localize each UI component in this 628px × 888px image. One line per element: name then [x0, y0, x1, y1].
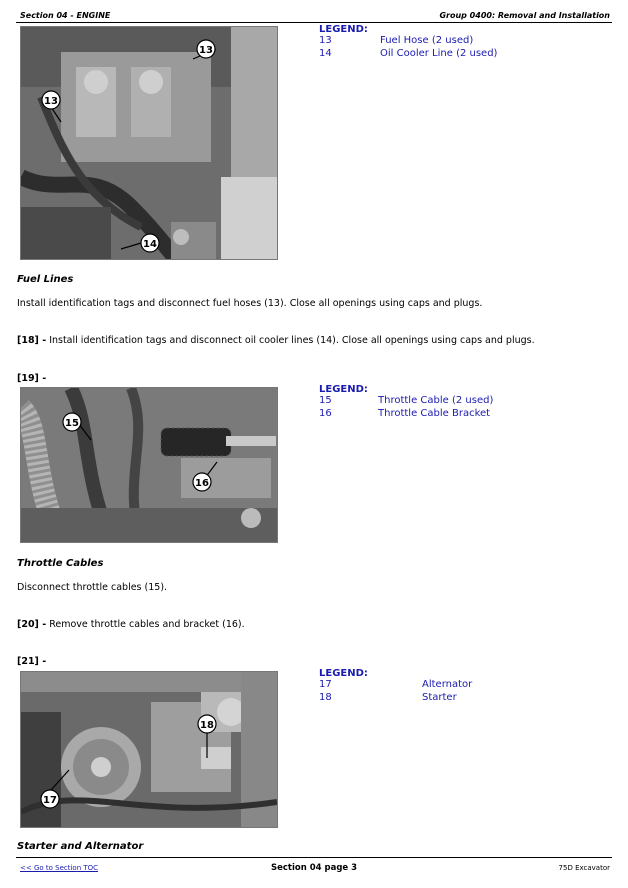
- photo-throttle-cables: [20, 387, 278, 543]
- heading-fuel-lines: Fuel Lines: [17, 274, 74, 285]
- page-footer: [16, 857, 612, 878]
- callout-label: 15: [65, 418, 79, 429]
- legend-number: 16: [319, 407, 332, 419]
- legend-number: 15: [319, 395, 332, 406]
- model-name: 75D Excavator: [558, 864, 610, 872]
- step-text: Install identification tags and disconnect oil cooler lines (14). Close all openings using caps and plugs.: [49, 335, 535, 346]
- legend-number: 17: [319, 679, 332, 690]
- step-21: [21] -: [17, 656, 47, 667]
- legend-number: 13: [319, 35, 332, 46]
- step-number: [20] -: [17, 619, 47, 630]
- legend-description: Throttle Cable Bracket: [378, 407, 491, 419]
- section-title: Section 04 - ENGINE: [20, 11, 111, 20]
- callout-label: 17: [43, 795, 57, 806]
- photo-fuel-lines: [20, 26, 278, 260]
- page-number: Section 04 page 3: [270, 863, 358, 873]
- step-20: [17, 619, 245, 630]
- step-text: Remove throttle cables and bracket (16).: [49, 619, 245, 630]
- group-title: Group 0400: Removal and Installation: [439, 11, 610, 20]
- callout-label: 13: [199, 45, 213, 56]
- legend-title: LEGEND:: [319, 24, 368, 35]
- legend-row: [319, 692, 619, 705]
- legend-figure-1: [319, 24, 619, 60]
- legend-row: [319, 48, 619, 61]
- heading-starter-alternator: Starter and Alternator: [17, 841, 144, 852]
- legend-description: Throttle Cable (2 used): [378, 395, 494, 406]
- legend-number: 18: [319, 691, 332, 703]
- callout-label: 16: [195, 478, 209, 489]
- step-number: [18] -: [17, 335, 47, 346]
- paragraph-throttle-cables: Disconnect throttle cables (15).: [17, 582, 168, 593]
- legend-title: LEGEND:: [319, 384, 368, 395]
- legend-description: Starter: [422, 691, 457, 703]
- legend-title: LEGEND:: [319, 668, 368, 679]
- heading-throttle-cables: Throttle Cables: [17, 558, 104, 569]
- legend-description: Fuel Hose (2 used): [380, 35, 474, 46]
- legend-row: [319, 35, 619, 48]
- step-19: [19] -: [17, 373, 47, 384]
- legend-row: [319, 408, 619, 421]
- paragraph-fuel-lines: Install identification tags and disconnect fuel hoses (13). Close all openings using caps and plugs.: [17, 298, 483, 309]
- step-18: [17, 335, 535, 346]
- legend-figure-2: [319, 384, 619, 420]
- callout-label: 14: [143, 239, 157, 250]
- legend-figure-3: [319, 668, 619, 704]
- page-header: [16, 8, 612, 23]
- callout-label: 18: [200, 720, 214, 731]
- toc-link[interactable]: << Go to Section TOC: [20, 864, 99, 872]
- legend-description: Oil Cooler Line (2 used): [380, 47, 498, 59]
- legend-row: [319, 395, 619, 408]
- legend-number: 14: [319, 47, 332, 59]
- legend-row: [319, 679, 619, 692]
- legend-description: Alternator: [422, 679, 473, 690]
- photo-starter-alternator: [20, 671, 278, 828]
- callout-label: 13: [44, 96, 58, 107]
